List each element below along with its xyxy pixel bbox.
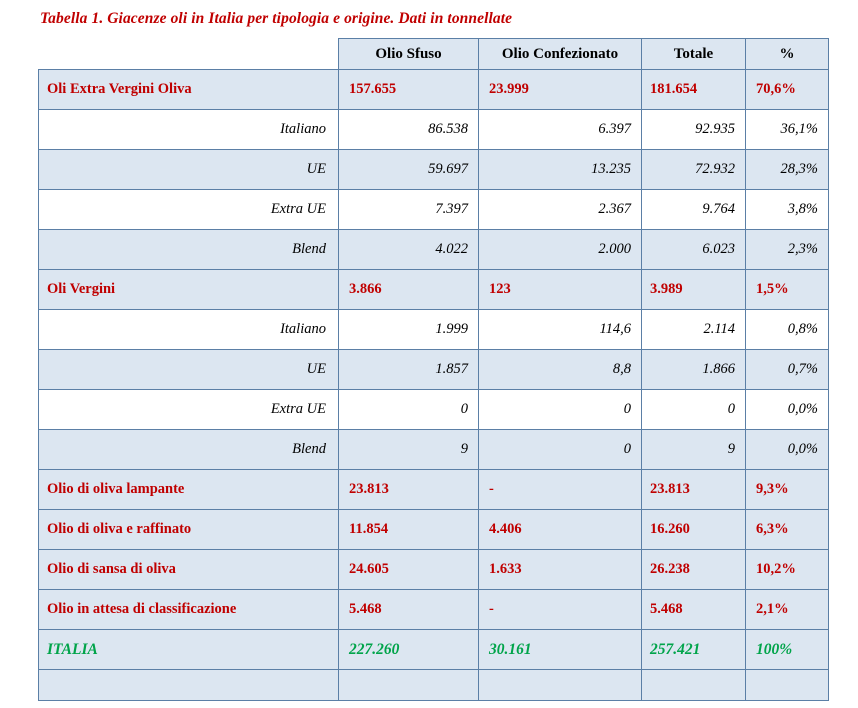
cell-label: Italiano <box>39 110 339 150</box>
cell-totale: 2.114 <box>642 310 746 350</box>
column-header-blank <box>39 39 339 70</box>
cell-olio-sfuso: 0 <box>339 390 479 430</box>
cell-totale: 3.989 <box>642 270 746 310</box>
table-header-row <box>39 39 829 70</box>
cell-olio-confezionato: - <box>479 590 642 630</box>
cell-olio-confezionato: 2.367 <box>479 190 642 230</box>
cell-percent: 100% <box>746 630 829 670</box>
column-header-percent: % <box>746 39 829 70</box>
cell-label: Italiano <box>39 310 339 350</box>
cell-label: Olio di oliva e raffinato <box>39 510 339 550</box>
table-caption: Tabella 1. Giacenze oli in Italia per tipologia e origine. Dati in tonnellate <box>40 10 513 27</box>
table-row <box>39 470 829 510</box>
cell-olio-sfuso: 1.999 <box>339 310 479 350</box>
cell-percent: 6,3% <box>746 510 829 550</box>
table-row <box>39 390 829 430</box>
cell-label: Oli Extra Vergini Oliva <box>39 70 339 110</box>
table-footer-strip <box>39 670 829 701</box>
cell-totale: 5.468 <box>642 590 746 630</box>
cell-label: Olio di oliva lampante <box>39 470 339 510</box>
cell-label: Olio in attesa di classificazione <box>39 590 339 630</box>
table-row <box>39 70 829 110</box>
column-header-totale: Totale <box>642 39 746 70</box>
cell-olio-sfuso: 59.697 <box>339 150 479 190</box>
cell-totale: 26.238 <box>642 550 746 590</box>
cell-olio-confezionato: 6.397 <box>479 110 642 150</box>
cell-olio-sfuso: 23.813 <box>339 470 479 510</box>
table-row <box>39 270 829 310</box>
cell-percent: 10,2% <box>746 550 829 590</box>
cell-totale: 9 <box>642 430 746 470</box>
cell-olio-confezionato: 23.999 <box>479 70 642 110</box>
cell-percent: 1,5% <box>746 270 829 310</box>
table-row <box>39 350 829 390</box>
cell-percent: 0,7% <box>746 350 829 390</box>
cell-totale: 23.813 <box>642 470 746 510</box>
cell-olio-confezionato: 2.000 <box>479 230 642 270</box>
cell-olio-sfuso: 3.866 <box>339 270 479 310</box>
cell-percent: 70,6% <box>746 70 829 110</box>
cell-olio-confezionato: 114,6 <box>479 310 642 350</box>
cell-olio-sfuso: 24.605 <box>339 550 479 590</box>
cell-percent: 2,1% <box>746 590 829 630</box>
cell-label: Blend <box>39 230 339 270</box>
cell-olio-sfuso: 86.538 <box>339 110 479 150</box>
cell-olio-sfuso: 5.468 <box>339 590 479 630</box>
cell-label: Extra UE <box>39 190 339 230</box>
cell-totale: 72.932 <box>642 150 746 190</box>
cell-totale: 1.866 <box>642 350 746 390</box>
cell-olio-sfuso: 4.022 <box>339 230 479 270</box>
cell-percent: 2,3% <box>746 230 829 270</box>
cell-olio-confezionato: 1.633 <box>479 550 642 590</box>
cell-olio-sfuso: 9 <box>339 430 479 470</box>
table-row <box>39 110 829 150</box>
cell-label: ITALIA <box>39 630 339 670</box>
cell-olio-confezionato: 8,8 <box>479 350 642 390</box>
column-header-olio-sfuso: Olio Sfuso <box>339 39 479 70</box>
column-header-olio-confezionato: Olio Confezionato <box>479 39 642 70</box>
cell-olio-confezionato: 123 <box>479 270 642 310</box>
cell-label: UE <box>39 150 339 190</box>
table-row <box>39 190 829 230</box>
footer-cell <box>479 670 642 701</box>
cell-label: Blend <box>39 430 339 470</box>
cell-totale: 9.764 <box>642 190 746 230</box>
cell-olio-confezionato: 0 <box>479 390 642 430</box>
cell-percent: 3,8% <box>746 190 829 230</box>
cell-percent: 0,0% <box>746 390 829 430</box>
table-row <box>39 430 829 470</box>
cell-olio-sfuso: 227.260 <box>339 630 479 670</box>
table-row <box>39 510 829 550</box>
cell-totale: 92.935 <box>642 110 746 150</box>
cell-label: Olio di sansa di oliva <box>39 550 339 590</box>
cell-totale: 0 <box>642 390 746 430</box>
cell-percent: 0,0% <box>746 430 829 470</box>
cell-olio-confezionato: 30.161 <box>479 630 642 670</box>
cell-percent: 36,1% <box>746 110 829 150</box>
table-row <box>39 590 829 630</box>
footer-cell <box>746 670 829 701</box>
cell-totale: 257.421 <box>642 630 746 670</box>
table-row <box>39 310 829 350</box>
cell-percent: 9,3% <box>746 470 829 510</box>
cell-totale: 181.654 <box>642 70 746 110</box>
cell-olio-sfuso: 11.854 <box>339 510 479 550</box>
cell-label: Extra UE <box>39 390 339 430</box>
table-body <box>39 70 829 701</box>
table-row <box>39 230 829 270</box>
table-row <box>39 150 829 190</box>
cell-olio-confezionato: 4.406 <box>479 510 642 550</box>
cell-label: Oli Vergini <box>39 270 339 310</box>
cell-olio-sfuso: 1.857 <box>339 350 479 390</box>
cell-percent: 0,8% <box>746 310 829 350</box>
footer-cell <box>339 670 479 701</box>
cell-olio-sfuso: 7.397 <box>339 190 479 230</box>
footer-cell <box>642 670 746 701</box>
cell-olio-confezionato: 0 <box>479 430 642 470</box>
cell-percent: 28,3% <box>746 150 829 190</box>
cell-totale: 16.260 <box>642 510 746 550</box>
cell-label: UE <box>39 350 339 390</box>
cell-olio-confezionato: - <box>479 470 642 510</box>
cell-olio-sfuso: 157.655 <box>339 70 479 110</box>
table-row <box>39 630 829 670</box>
cell-olio-confezionato: 13.235 <box>479 150 642 190</box>
oil-stocks-table <box>38 38 829 701</box>
footer-cell <box>39 670 339 701</box>
table-row <box>39 550 829 590</box>
cell-totale: 6.023 <box>642 230 746 270</box>
